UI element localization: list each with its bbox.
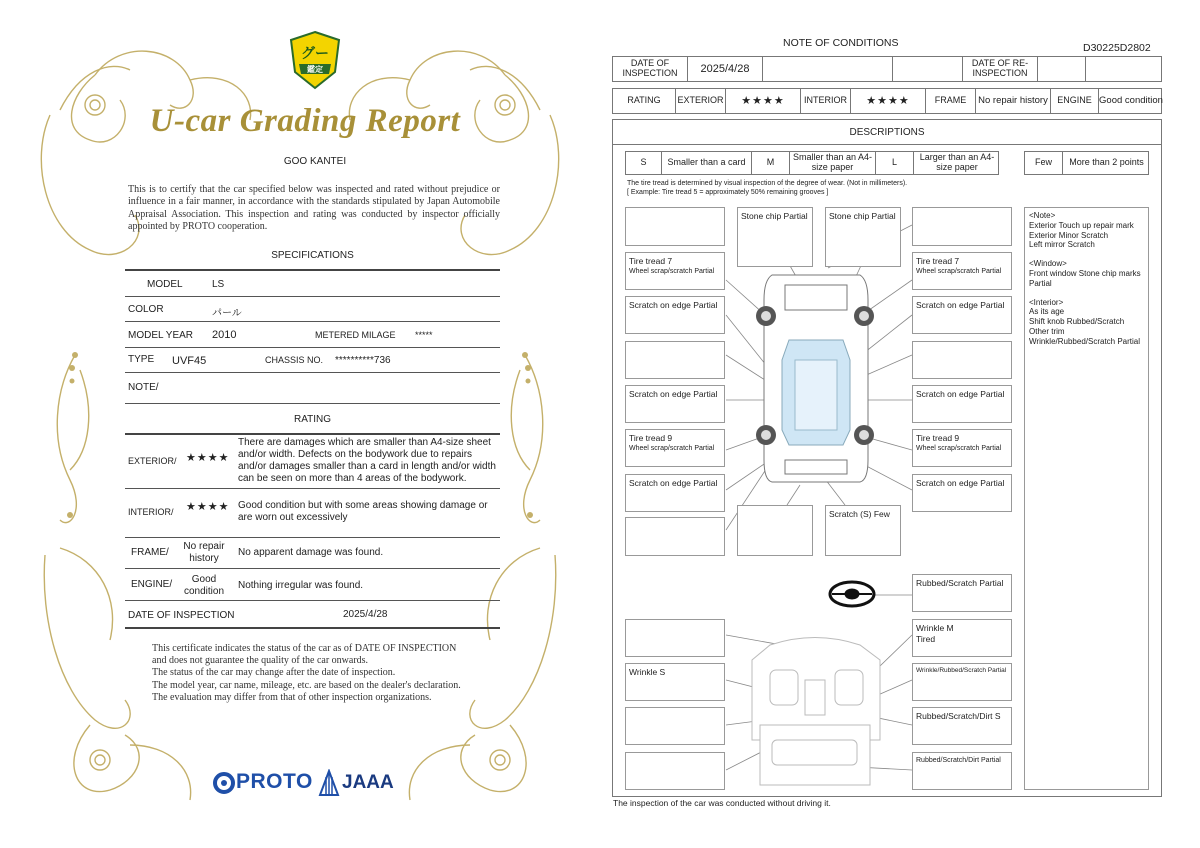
note-line: Left mirror Scratch	[1029, 240, 1095, 250]
label: Scratch (S) Few	[829, 509, 890, 519]
legend-few: Few	[1025, 152, 1063, 174]
box-left-blank	[625, 341, 725, 379]
engine-value: Good condition	[1099, 94, 1163, 106]
engine-label: ENGINE	[1051, 89, 1099, 113]
box-wrinkle-rubbed	[912, 663, 1012, 701]
box-interior-left-3	[625, 707, 725, 745]
legend-l-desc: Larger than an A4-size paper	[919, 152, 995, 172]
label-line: Tire tread 7	[916, 256, 960, 266]
label: Wrinkle S	[629, 667, 666, 677]
label-line: Wheel scrap/scratch Partial	[916, 445, 1002, 453]
note-label: NOTE/	[128, 382, 159, 393]
box-left-scratch-2	[625, 385, 725, 423]
box-front-right	[912, 207, 1012, 246]
note-line: Other trim	[1029, 326, 1065, 336]
proto-icon	[212, 771, 236, 795]
box-right-rear-tire	[912, 429, 1012, 467]
date-value: 2025/4/28	[343, 609, 388, 620]
exterior-description: There are damages which are smaller than A4-size sheet and/or width. Defects on the bodywork due to repairs and/or damages smaller than a card in length and/or width can be seen on more than 4 areas of the bodywork.	[238, 437, 496, 484]
label: Wrinkle/Rubbed/Scratch Partial	[916, 667, 1007, 674]
label-line: Tire tread 7	[629, 256, 673, 266]
frame-value: No repair history	[183, 541, 225, 564]
label: Scratch on edge Partial	[629, 389, 718, 399]
date-of-inspection-value: 2025/4/28	[688, 57, 763, 81]
label: Stone chip Partial	[829, 211, 896, 221]
engine-value: Good condition	[183, 574, 225, 597]
date-of-reinspection-label: DATE OF RE-INSPECTION	[963, 57, 1038, 81]
footer-line-3: The model year, car name, mileage, etc. are based on the dealer's declaration.	[152, 679, 461, 691]
certificate-intro: This is to certify that the car specified below was inspected and rated without prejudice or influence in a fair manner, in accordance with the standards stipulated by Japan Automobile Appraisal Association. This inspection and rating was conducted by inspector officially appointed by PROTO cooperation.	[128, 184, 500, 232]
box-interior-left-1	[625, 619, 725, 657]
window-heading: <Window>	[1029, 259, 1067, 269]
conditions-footer: The inspection of the car was conducted without driving it.	[613, 798, 831, 808]
model-value: LS	[212, 279, 225, 290]
interior-stars: ★★★★	[186, 501, 230, 513]
conditions-title: NOTE OF CONDITIONS	[783, 37, 899, 49]
box-left-front-tire	[625, 252, 725, 290]
legend-m: M	[752, 152, 790, 174]
label-line: Tire tread 9	[629, 433, 673, 443]
svg-text:鑑定: 鑑定	[307, 65, 323, 74]
frame-label: FRAME/	[131, 547, 169, 558]
divider	[125, 627, 500, 629]
jaaa-icon	[318, 769, 340, 797]
car-top-view	[764, 275, 868, 482]
label: Rubbed/Scratch/Dirt Partial	[916, 757, 1001, 764]
note-line: Exterior Minor Scratch	[1029, 230, 1109, 240]
jaaa-logo: JAAA	[342, 772, 394, 793]
label: Rubbed/Scratch/Dirt S	[916, 711, 1001, 721]
label: Rubbed/Scratch Partial	[916, 578, 1004, 588]
legend-l: L	[876, 152, 914, 174]
label: Stone chip Partial	[741, 211, 808, 221]
box-right-front-tire	[912, 252, 1012, 290]
footer-line-2: The status of the car may change after the date of inspection.	[152, 667, 396, 679]
exterior-stars: ★★★★	[186, 452, 230, 464]
box-left-scratch-3	[625, 474, 725, 512]
divider	[125, 296, 500, 297]
type-value: UVF45	[172, 355, 207, 367]
certificate-footer	[152, 643, 472, 704]
goo-kantei-logo	[287, 30, 343, 92]
box-right-scratch-2	[912, 385, 1012, 423]
date-of-inspection-label: DATE OF INSPECTION	[613, 57, 688, 81]
divider	[125, 347, 500, 348]
note-line: Wrinkle/Rubbed/Scratch Partial	[1029, 336, 1141, 346]
divider	[125, 568, 500, 569]
interior-heading: <Interior>	[1029, 297, 1064, 307]
box-rubbed-dirt-s	[912, 707, 1012, 745]
color-value: パール	[212, 308, 242, 319]
mileage-value: *****	[415, 330, 433, 340]
rating-heading: RATING	[293, 414, 332, 425]
note-of-conditions	[600, 0, 1200, 848]
footer-line-4: The evaluation may differ from that of other inspection organizations.	[152, 691, 432, 703]
legend-m-desc: Smaller than an A4-size paper	[790, 152, 876, 174]
divider	[125, 372, 500, 373]
spacer	[1029, 289, 1144, 298]
report-title: U-car Grading Report	[149, 103, 461, 139]
exterior-label: EXTERIOR	[676, 89, 726, 113]
label-line: Wheel scrap/scratch Partial	[916, 268, 1002, 276]
box-left-scratch-1	[625, 296, 725, 334]
color-label: COLOR	[128, 304, 164, 315]
label: Scratch on edge Partial	[629, 478, 718, 488]
divider	[125, 537, 500, 538]
box-bottom-center-right	[825, 505, 901, 556]
box-wrinkle-m	[912, 619, 1012, 657]
label: Scratch on edge Partial	[916, 389, 1005, 399]
box-front-left	[625, 207, 725, 246]
exterior-stars: ★★★★	[726, 89, 801, 113]
specifications-heading: SPECIFICATIONS	[271, 250, 354, 261]
label-line: Wheel scrap/scratch Partial	[629, 268, 715, 276]
box-left-rear-tire	[625, 429, 725, 467]
legend-few-desc: More than 2 points	[1069, 157, 1144, 168]
box-rear-left	[625, 517, 725, 556]
spacer	[1029, 250, 1144, 259]
label	[916, 433, 1001, 454]
box-bottom-center-left	[737, 505, 813, 556]
divider	[125, 403, 500, 404]
box-right-scratch-1	[912, 296, 1012, 334]
model-label: MODEL	[147, 279, 183, 290]
divider	[125, 321, 500, 322]
svg-text:グー: グー	[301, 46, 329, 62]
note-line: Shift knob Rubbed/Scratch	[1029, 317, 1125, 327]
note-line: Exterior Touch up repair mark	[1029, 220, 1134, 230]
box-interior-left-4	[625, 752, 725, 790]
divider	[125, 269, 500, 271]
interior-label: INTERIOR	[801, 89, 851, 113]
note-line: As its age	[1029, 307, 1065, 317]
label-line: Wrinkle M	[916, 623, 954, 633]
chassis-label: CHASSIS NO.	[265, 355, 324, 365]
interior-label: INTERIOR/	[128, 507, 174, 517]
mileage-label: METERED MILAGE	[315, 330, 396, 340]
descriptions-heading: DESCRIPTIONS	[613, 120, 1161, 145]
box-top-center-left	[737, 207, 813, 267]
type-label: TYPE	[128, 354, 155, 365]
frame-description: No apparent damage was found.	[238, 547, 384, 558]
label-line: Tired	[916, 634, 936, 645]
tire-note-2: [ Example: Tire tread 5 = approximately 50% remaining grooves ]	[627, 189, 829, 196]
notes-box	[1024, 207, 1149, 790]
interior-view	[752, 638, 880, 786]
label	[629, 256, 714, 277]
label-line: Tire tread 9	[916, 433, 960, 443]
box-top-center-right	[825, 207, 901, 267]
chassis-value: **********736	[335, 355, 391, 366]
footer-line-1: This certificate indicates the status of the car as of DATE OF INSPECTION and does not guarantee the quality of the car onwards.	[152, 643, 457, 667]
label	[629, 433, 714, 454]
proto-logo: PROTO	[236, 770, 313, 793]
note-line: Front window Stone chip marks Partial	[1029, 268, 1141, 288]
model-year-value: 2010	[212, 329, 237, 341]
label: Scratch on edge Partial	[916, 478, 1005, 488]
box-wrinkle-s	[625, 663, 725, 701]
interior-description: Good condition but with some areas showing damage or are worn out excessively	[238, 500, 488, 523]
frame-label: FRAME	[926, 89, 976, 113]
date-label: DATE OF INSPECTION	[128, 610, 235, 621]
rating-label: RATING	[613, 89, 676, 113]
label	[916, 623, 954, 646]
legend-s-desc: Smaller than a card	[662, 152, 752, 174]
steering-wheel-icon	[830, 582, 874, 606]
engine-description: Nothing irregular was found.	[238, 580, 364, 591]
interior-stars: ★★★★	[851, 89, 926, 113]
box-steering	[912, 574, 1012, 612]
box-right-blank	[912, 341, 1012, 379]
label	[916, 256, 1001, 277]
model-year-label: MODEL YEAR	[128, 330, 194, 341]
report-subtitle: GOO KANTEI	[283, 156, 347, 167]
document-id: D30225D2802	[1083, 42, 1151, 54]
box-rubbed-dirt-partial	[912, 752, 1012, 790]
engine-label: ENGINE/	[131, 579, 173, 590]
exterior-label: EXTERIOR/	[128, 456, 177, 466]
label-line: Wheel scrap/scratch Partial	[629, 445, 715, 453]
divider	[125, 488, 500, 489]
legend-s: S	[626, 152, 662, 174]
label: Scratch on edge Partial	[916, 300, 1005, 310]
divider	[125, 433, 500, 435]
divider	[125, 600, 500, 601]
tire-note-1: The tire tread is determined by visual inspection of the degree of wear. (Not in millimeters).	[627, 180, 908, 187]
note-heading: <Note>	[1029, 211, 1056, 220]
frame-value: No repair history	[976, 89, 1051, 113]
label: Scratch on edge Partial	[629, 300, 718, 310]
box-right-scratch-3	[912, 474, 1012, 512]
